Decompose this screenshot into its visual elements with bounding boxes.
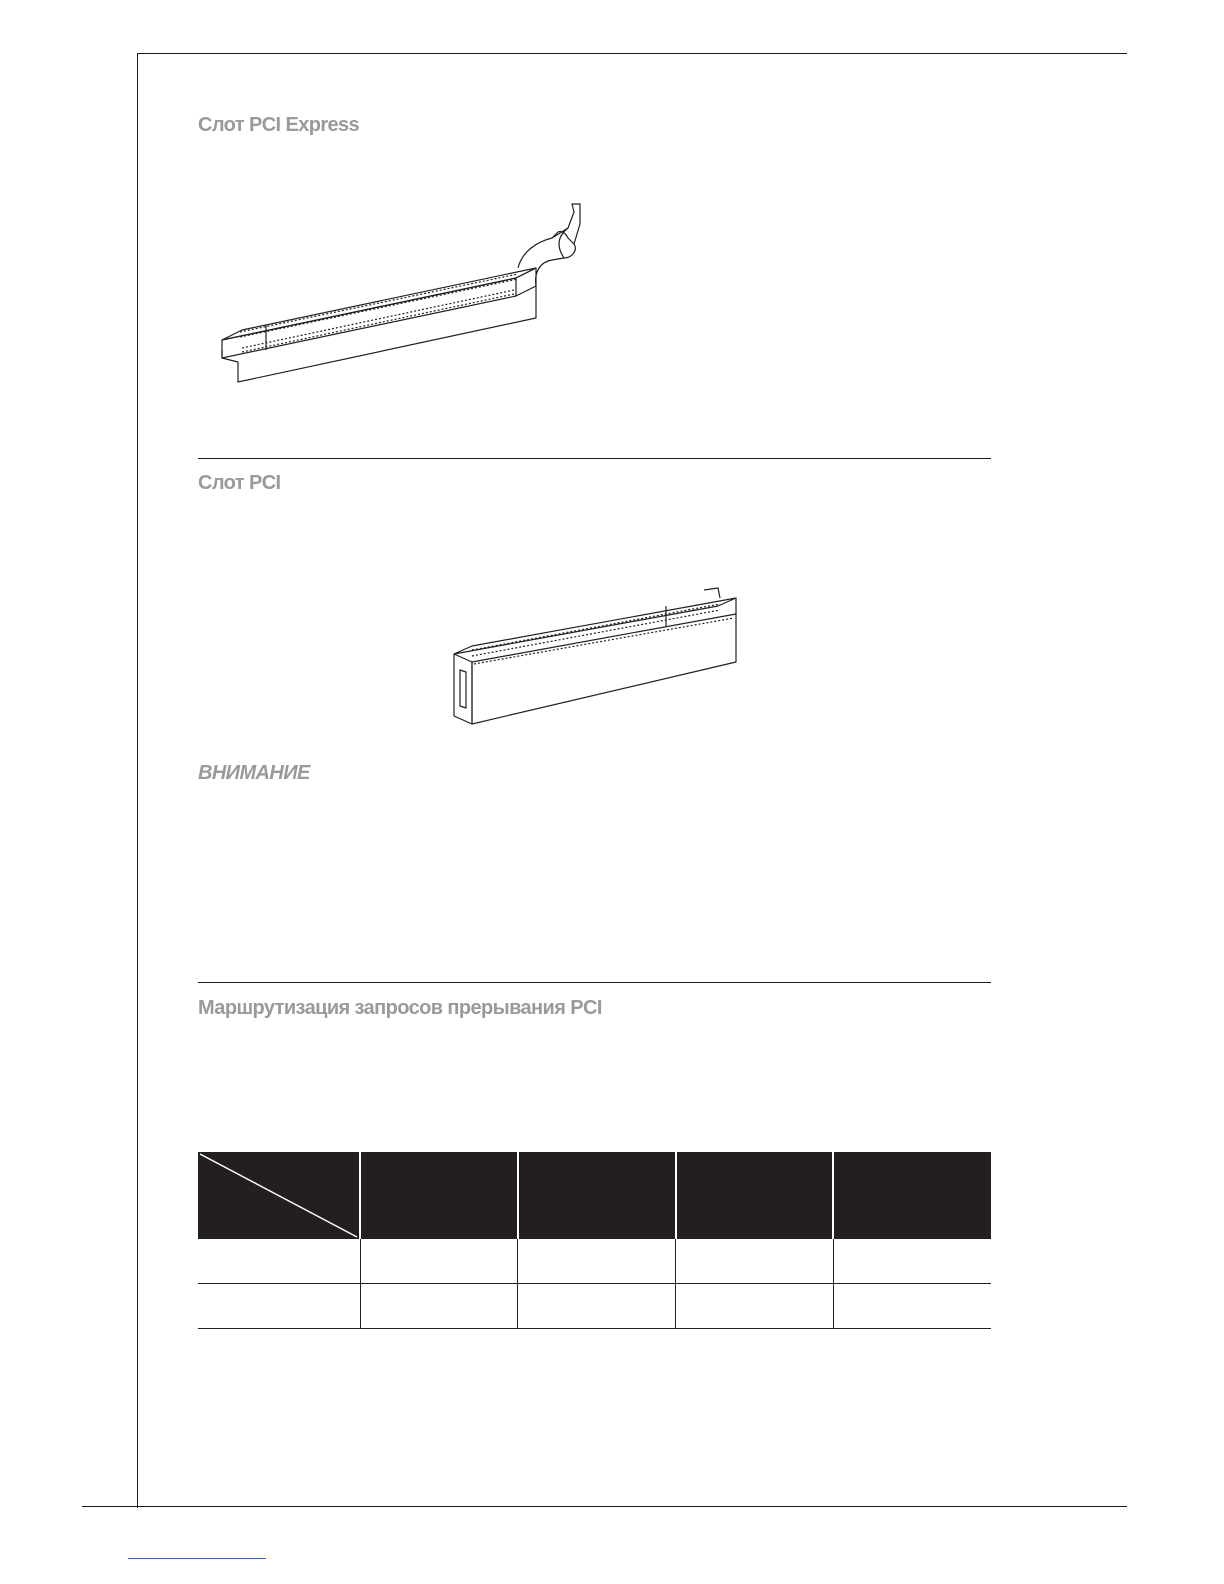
table-cell [518, 1239, 676, 1284]
table-header-cell [518, 1152, 676, 1239]
frame-top-rule [137, 53, 1127, 54]
table-header-cell [833, 1152, 991, 1239]
table-cell [676, 1284, 834, 1329]
pcie-section-title: Слот PCI Express [198, 114, 360, 136]
table-header-row [198, 1152, 991, 1239]
frame-bottom-rule [82, 1506, 1127, 1507]
diagonal-divider [198, 1152, 359, 1239]
irq-section-title: Маршрутизация запросов прерывания PCI [198, 997, 602, 1019]
table-cell [198, 1284, 360, 1329]
irq-routing-table [198, 1152, 991, 1329]
pci-slot-illustration [448, 584, 743, 732]
table-cell [676, 1239, 834, 1284]
section-divider-1 [198, 458, 991, 459]
table-header-cell [676, 1152, 834, 1239]
table-row [198, 1239, 991, 1284]
table-row [198, 1284, 991, 1329]
section-divider-2 [198, 982, 991, 983]
table-cell [833, 1284, 991, 1329]
footer-link-underline[interactable] [128, 1558, 266, 1559]
table-cell [518, 1284, 676, 1329]
table-cell [360, 1284, 518, 1329]
table-cell [360, 1239, 518, 1284]
table-header-cell [360, 1152, 518, 1239]
table-header-corner [198, 1152, 360, 1239]
pcie-slot-illustration [218, 200, 598, 385]
table-cell [833, 1239, 991, 1284]
pci-section-title: Слот PCI [198, 472, 281, 494]
frame-left-rule [137, 53, 138, 1508]
warning-title: ВНИМАНИЕ [198, 762, 310, 784]
table-cell [198, 1239, 360, 1284]
